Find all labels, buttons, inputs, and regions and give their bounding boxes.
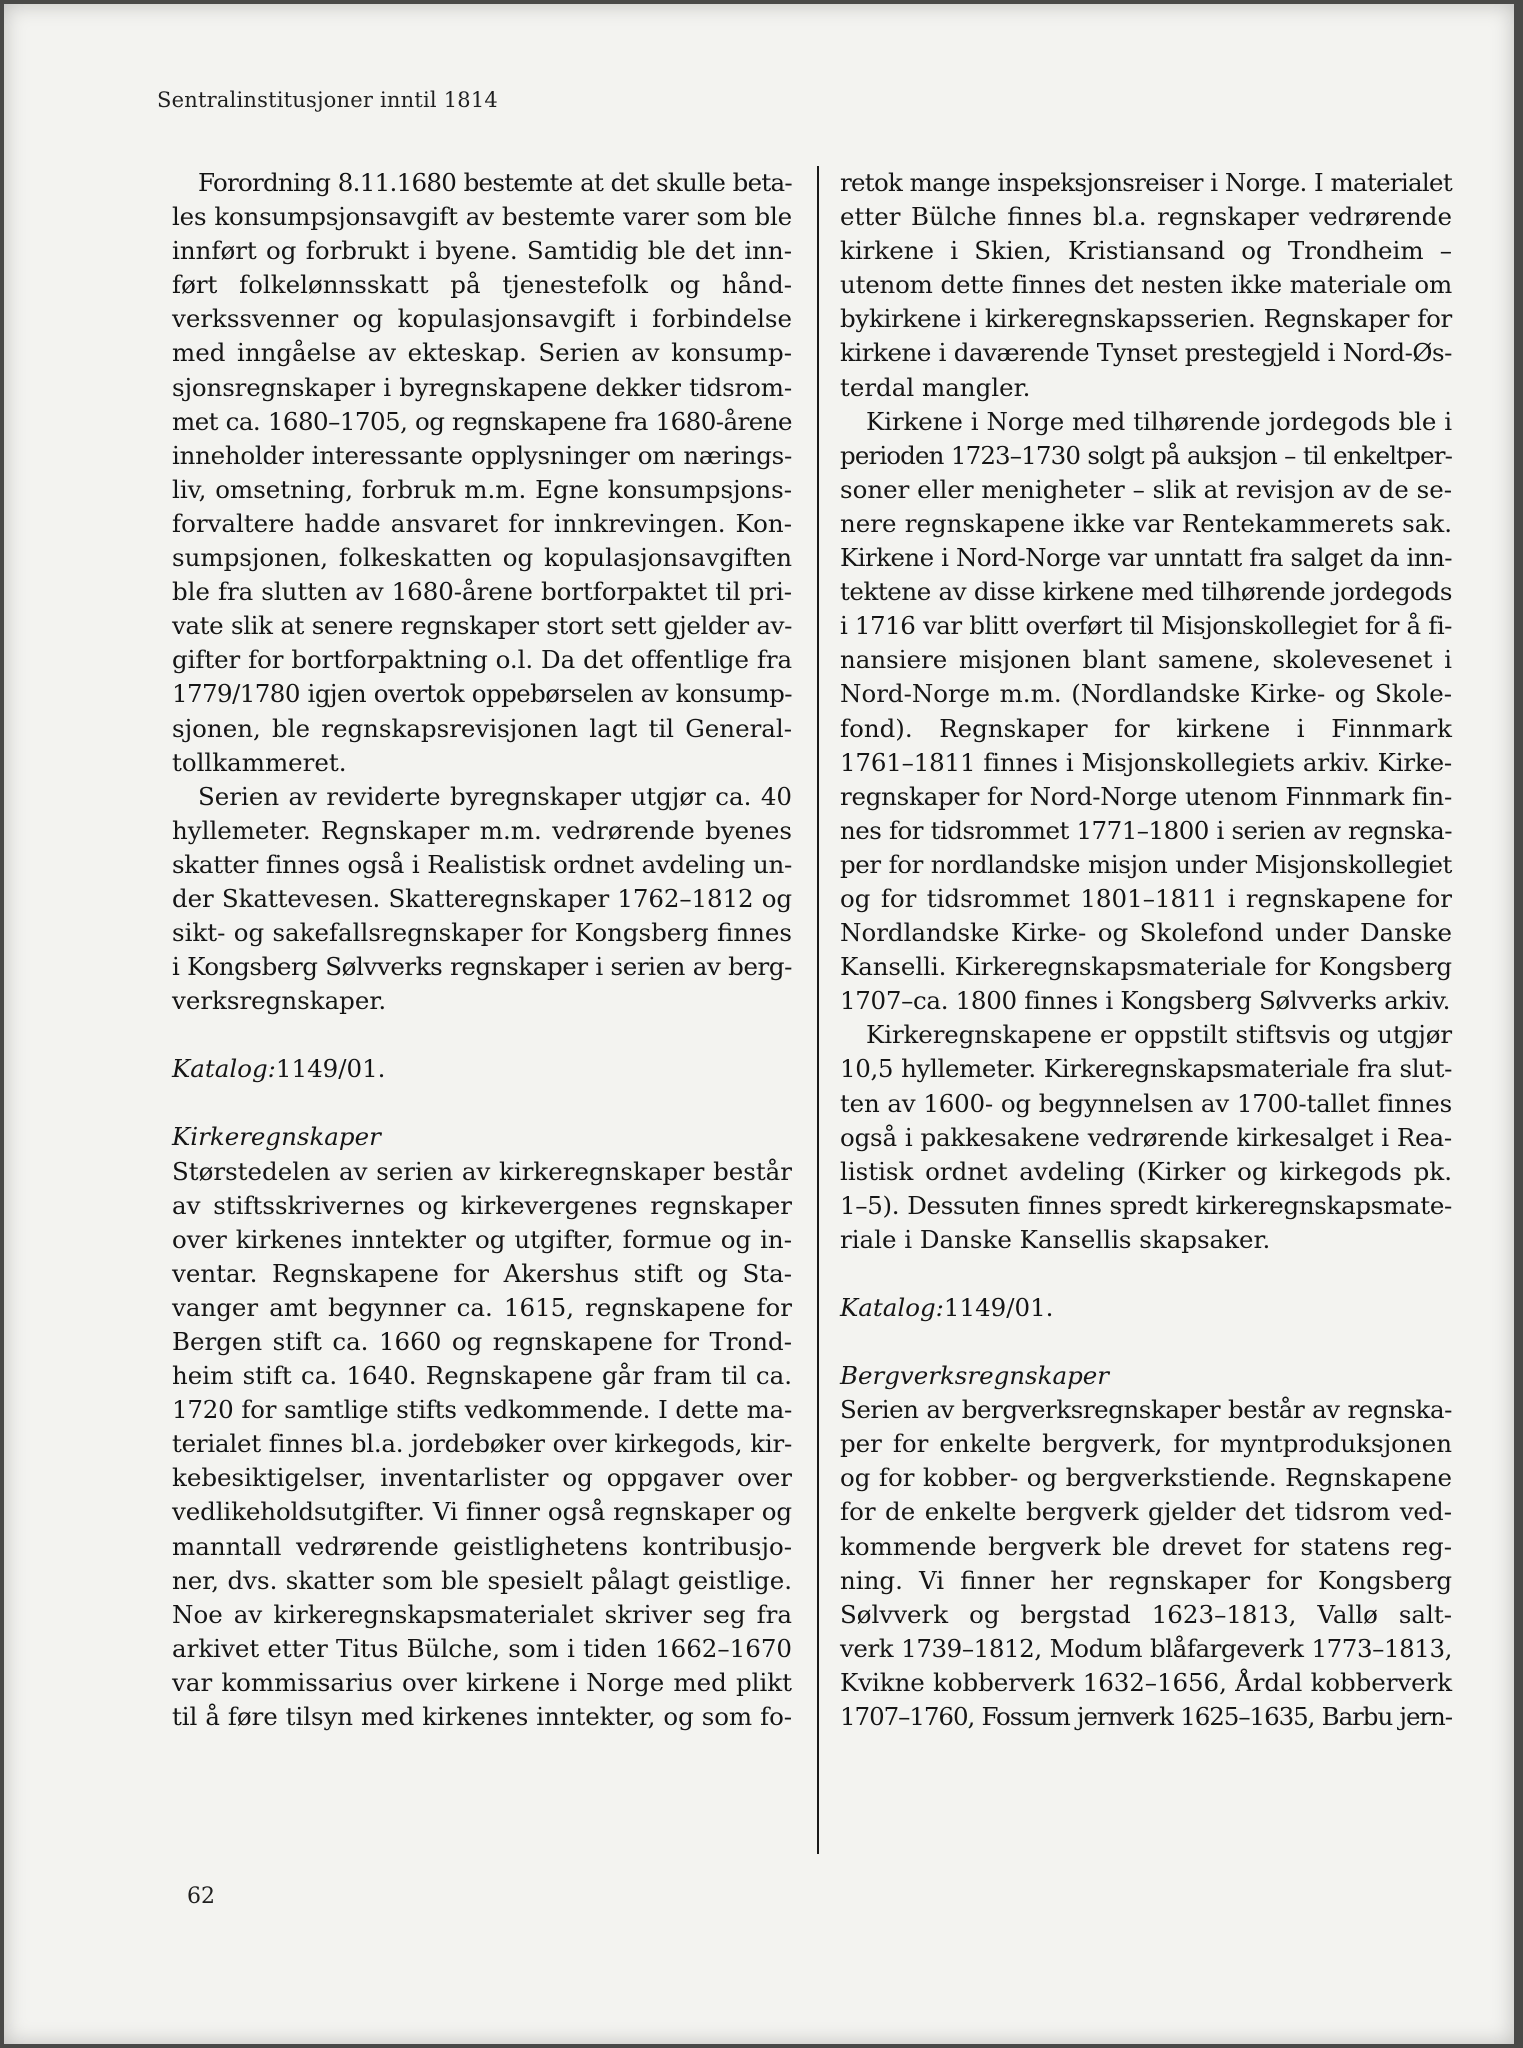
text-line: nes for tidsrommet 1771–1800 i serien av regnska- — [840, 815, 1452, 845]
text-line: med inngåelse av ekteskap. Serien av konsump- — [172, 338, 792, 368]
text-line: ført folkelønnsskatt på tjenestefolk og hånd- — [172, 270, 792, 300]
page — [4, 4, 1514, 2044]
paragraph-gap — [172, 1086, 792, 1120]
text-line: terdal mangler. — [840, 372, 1031, 402]
text-line: per for nordlandske misjon under Misjonskollegiet — [840, 849, 1452, 879]
text-line: verkssvenner og kopulasjonsavgift i forbindelse — [172, 304, 792, 334]
text-line: 1761–1811 finnes i Misjonskollegiets arkiv. Kirke- — [840, 747, 1452, 777]
text-line: for de enkelte bergverk gjelder det tidsrom ved- — [840, 1497, 1452, 1527]
text-line: Kirkene i Nord-Norge var unntatt fra salget da inn- — [840, 543, 1452, 573]
text-line: riale i Danske Kansellis skapsaker. — [840, 1224, 1271, 1254]
text-line: kirkene i Skien, Kristiansand og Trondheim – — [840, 236, 1452, 266]
text-line: etter Bülche finnes bl.a. regnskaper vedrørende — [840, 202, 1452, 232]
text-line: 1707–ca. 1800 finnes i Kongsberg Sølvverks arkiv. — [840, 986, 1451, 1016]
paragraph — [172, 780, 792, 1019]
text-line: Kanselli. Kirkeregnskapsmateriale for Kongsberg — [840, 952, 1452, 982]
text-line: sjonen, ble regnskapsrevisjonen lagt til General- — [172, 713, 792, 743]
text-line: sjonsregnskaper i byregnskapene dekker tidsrom- — [172, 372, 792, 402]
text-line: og for kobber- og bergverkstiende. Regnskapene — [840, 1463, 1452, 1493]
catalog-number: 1149/01. — [943, 1293, 1054, 1322]
text-line: hyllemeter. Regnskaper m.m. vedrørende byenes — [172, 815, 792, 845]
text-line: kirkene i daværende Tynset prestegjeld i Nord-Øs- — [840, 338, 1452, 368]
text-line: verksregnskaper. — [172, 986, 387, 1016]
text-line: 10,5 hyllemeter. Kirkeregnskapsmateriale fra slut- — [840, 1054, 1452, 1084]
column-divider — [817, 166, 819, 1854]
text-line: der Skattevesen. Skatteregnskaper 1762–1812 og — [172, 883, 792, 913]
section-body — [840, 1393, 1452, 1734]
section-body — [172, 1155, 792, 1735]
text-line: gifter for bortforpaktning o.l. Da det offentlige fra — [172, 645, 792, 675]
paragraph-gap — [840, 1325, 1452, 1359]
text-line: Noe av kirkeregnskapsmaterialet skriver seg fra — [172, 1599, 792, 1629]
text-line: Nordlandske Kirke- og Skolefond under Danske — [840, 918, 1452, 948]
text-line: i 1716 var blitt overført til Misjonskollegiet for å fi- — [840, 611, 1452, 641]
text-line: Serien av reviderte byregnskaper utgjør ca. 40 — [198, 781, 792, 811]
text-line: fond). Regnskaper for kirkene i Finnmark — [840, 713, 1452, 743]
text-line: tektene av disse kirkene med tilhørende jordegods — [840, 577, 1452, 607]
section-heading: Bergverksregnskaper — [840, 1361, 1109, 1391]
text-line: Kvikne kobberverk 1632–1656, Årdal kobberverk — [840, 1667, 1452, 1697]
text-line: av stiftsskrivernes og kirkevergenes regnskaper — [172, 1190, 792, 1220]
text-line: retok mange inspeksjonsreiser i Norge. I materialet — [840, 168, 1452, 197]
text-line: les konsumpsjonsavgift av bestemte varer som ble — [172, 202, 792, 232]
text-line: til å føre tilsyn med kirkenes inntekter, og som fo- — [172, 1702, 792, 1732]
text-line: perioden 1723–1730 solgt på auksjon – til enkeltper- — [840, 440, 1452, 470]
text-line: vate slik at senere regnskaper stort sett gjelder av- — [172, 611, 792, 641]
text-line: nere regnskapene ikke var Rentekammerets sak. — [840, 508, 1452, 538]
text-line: nansiere misjonen blant samene, skolevesenet i — [840, 645, 1452, 675]
catalog-reference — [840, 1291, 1452, 1325]
text-line: innført og forbrukt i byene. Samtidig ble det inn- — [172, 236, 792, 266]
text-line: ner, dvs. skatter som ble spesielt pålagt geistlige. — [172, 1565, 792, 1595]
paragraph-gap — [172, 1018, 792, 1052]
text-line: inneholder interessante opplysninger om nærings- — [172, 440, 792, 470]
text-line: 1720 for samtlige stifts vedkommende. I dette ma- — [172, 1395, 792, 1425]
text-line: regnskaper for Nord-Norge utenom Finnmark fin- — [840, 781, 1452, 811]
text-line: terialet finnes bl.a. jordebøker over kirkegods, kir- — [172, 1429, 792, 1459]
left-column — [172, 166, 792, 1734]
text-line: skatter finnes også i Realistisk ordnet avdeling un- — [172, 849, 792, 879]
text-line: utenom dette finnes det nesten ikke materiale om — [840, 270, 1452, 300]
text-line: Serien av bergverksregnskaper består av regnska- — [840, 1395, 1452, 1425]
text-line: manntall vedrørende geistlighetens kontribusjo- — [172, 1531, 792, 1561]
text-line: 1707–1760, Fossum jernverk 1625–1635, Barbu jern- — [840, 1702, 1452, 1732]
text-line: også i pakkesakene vedrørende kirkesalget i Rea- — [840, 1122, 1452, 1152]
text-line: vedlikeholdsutgifter. Vi finner også regnskaper og — [172, 1497, 792, 1527]
text-line: Forordning 8.11.1680 bestemte at det skulle beta- — [198, 168, 792, 197]
text-line: Kirkene i Norge med tilhørende jordegods ble i — [866, 406, 1452, 436]
text-line: kebesiktigelser, inventarlister og oppgaver over — [172, 1463, 792, 1493]
paragraph — [840, 405, 1452, 1019]
text-line: verk 1739–1812, Modum blåfargeverk 1773–1813, — [840, 1633, 1452, 1663]
text-line: Nord-Norge m.m. (Nordlandske Kirke- og Skole- — [840, 679, 1452, 709]
running-head: Sentralinstitusjoner inntil 1814 — [157, 88, 498, 112]
paragraph-gap — [840, 1257, 1452, 1291]
text-line: og for tidsrommet 1801–1811 i regnskapene for — [840, 883, 1452, 913]
text-line: Bergen stift ca. 1660 og regnskapene for Trond- — [172, 1327, 792, 1356]
text-line: soner eller menigheter – slik at revisjon av de se- — [840, 474, 1452, 504]
text-line: per for enkelte bergverk, for myntproduksjonen — [840, 1429, 1452, 1459]
text-line: ble fra slutten av 1680-årene bortforpaktet til pri- — [172, 577, 792, 607]
catalog-number: 1149/01. — [275, 1054, 386, 1084]
catalog-reference — [172, 1052, 792, 1086]
section-heading: Kirkeregnskaper — [172, 1122, 381, 1152]
text-line: liv, omsetning, forbruk m.m. Egne konsumpsjons- — [172, 474, 792, 504]
text-line: var kommissarius over kirkene i Norge med plikt — [172, 1667, 792, 1697]
text-line: ventar. Regnskapene for Akershus stift og Sta- — [172, 1258, 792, 1288]
text-line: bykirkene i kirkeregnskapsserien. Regnskaper for — [840, 304, 1452, 334]
text-line: vanger amt begynner ca. 1615, regnskapene for — [172, 1292, 792, 1322]
catalog-label: Katalog: — [840, 1293, 944, 1322]
text-line: ten av 1600- og begynnelsen av 1700-tallet finnes — [840, 1088, 1452, 1118]
text-line: Sølvverk og bergstad 1623–1813, Vallø salt- — [840, 1599, 1452, 1629]
paragraph — [840, 1018, 1452, 1257]
text-line: 1779/1780 igjen overtok oppebørselen av konsump- — [172, 679, 792, 709]
paragraph — [840, 166, 1452, 405]
right-column — [840, 166, 1452, 1734]
text-line: met ca. 1680–1705, og regnskapene fra 1680-årene — [172, 406, 792, 436]
text-line: tollkammeret. — [172, 747, 347, 777]
paragraph — [172, 166, 792, 780]
text-line: Størstedelen av serien av kirkeregnskaper består — [172, 1156, 792, 1186]
text-line: listisk ordnet avdeling (Kirker og kirkegods pk. — [840, 1156, 1452, 1186]
text-line: sumpsjonen, folkeskatten og kopulasjonsavgiften — [172, 543, 792, 573]
text-line: i Kongsberg Sølvverks regnskaper i serien av berg- — [172, 952, 792, 982]
text-line: ning. Vi finner her regnskaper for Kongsberg — [840, 1565, 1452, 1595]
text-line: sikt- og sakefallsregnskaper for Kongsberg finnes — [172, 918, 792, 948]
text-line: over kirkenes inntekter og utgifter, formue og in- — [172, 1224, 792, 1254]
text-line: kommende bergverk ble drevet for statens reg- — [840, 1531, 1452, 1561]
text-line: heim stift ca. 1640. Regnskapene går fram til ca. — [172, 1361, 792, 1391]
page-number: 62 — [187, 1884, 215, 1909]
text-line: 1–5). Dessuten finnes spredt kirkeregnskapsmate- — [840, 1190, 1452, 1220]
catalog-label: Katalog: — [172, 1054, 276, 1084]
text-line: forvaltere hadde ansvaret for innkrevingen. Kon- — [172, 508, 792, 538]
text-line: arkivet etter Titus Bülche, som i tiden 1662–1670 — [172, 1633, 792, 1663]
text-line: Kirkeregnskapene er oppstilt stiftsvis og utgjør — [866, 1020, 1452, 1050]
